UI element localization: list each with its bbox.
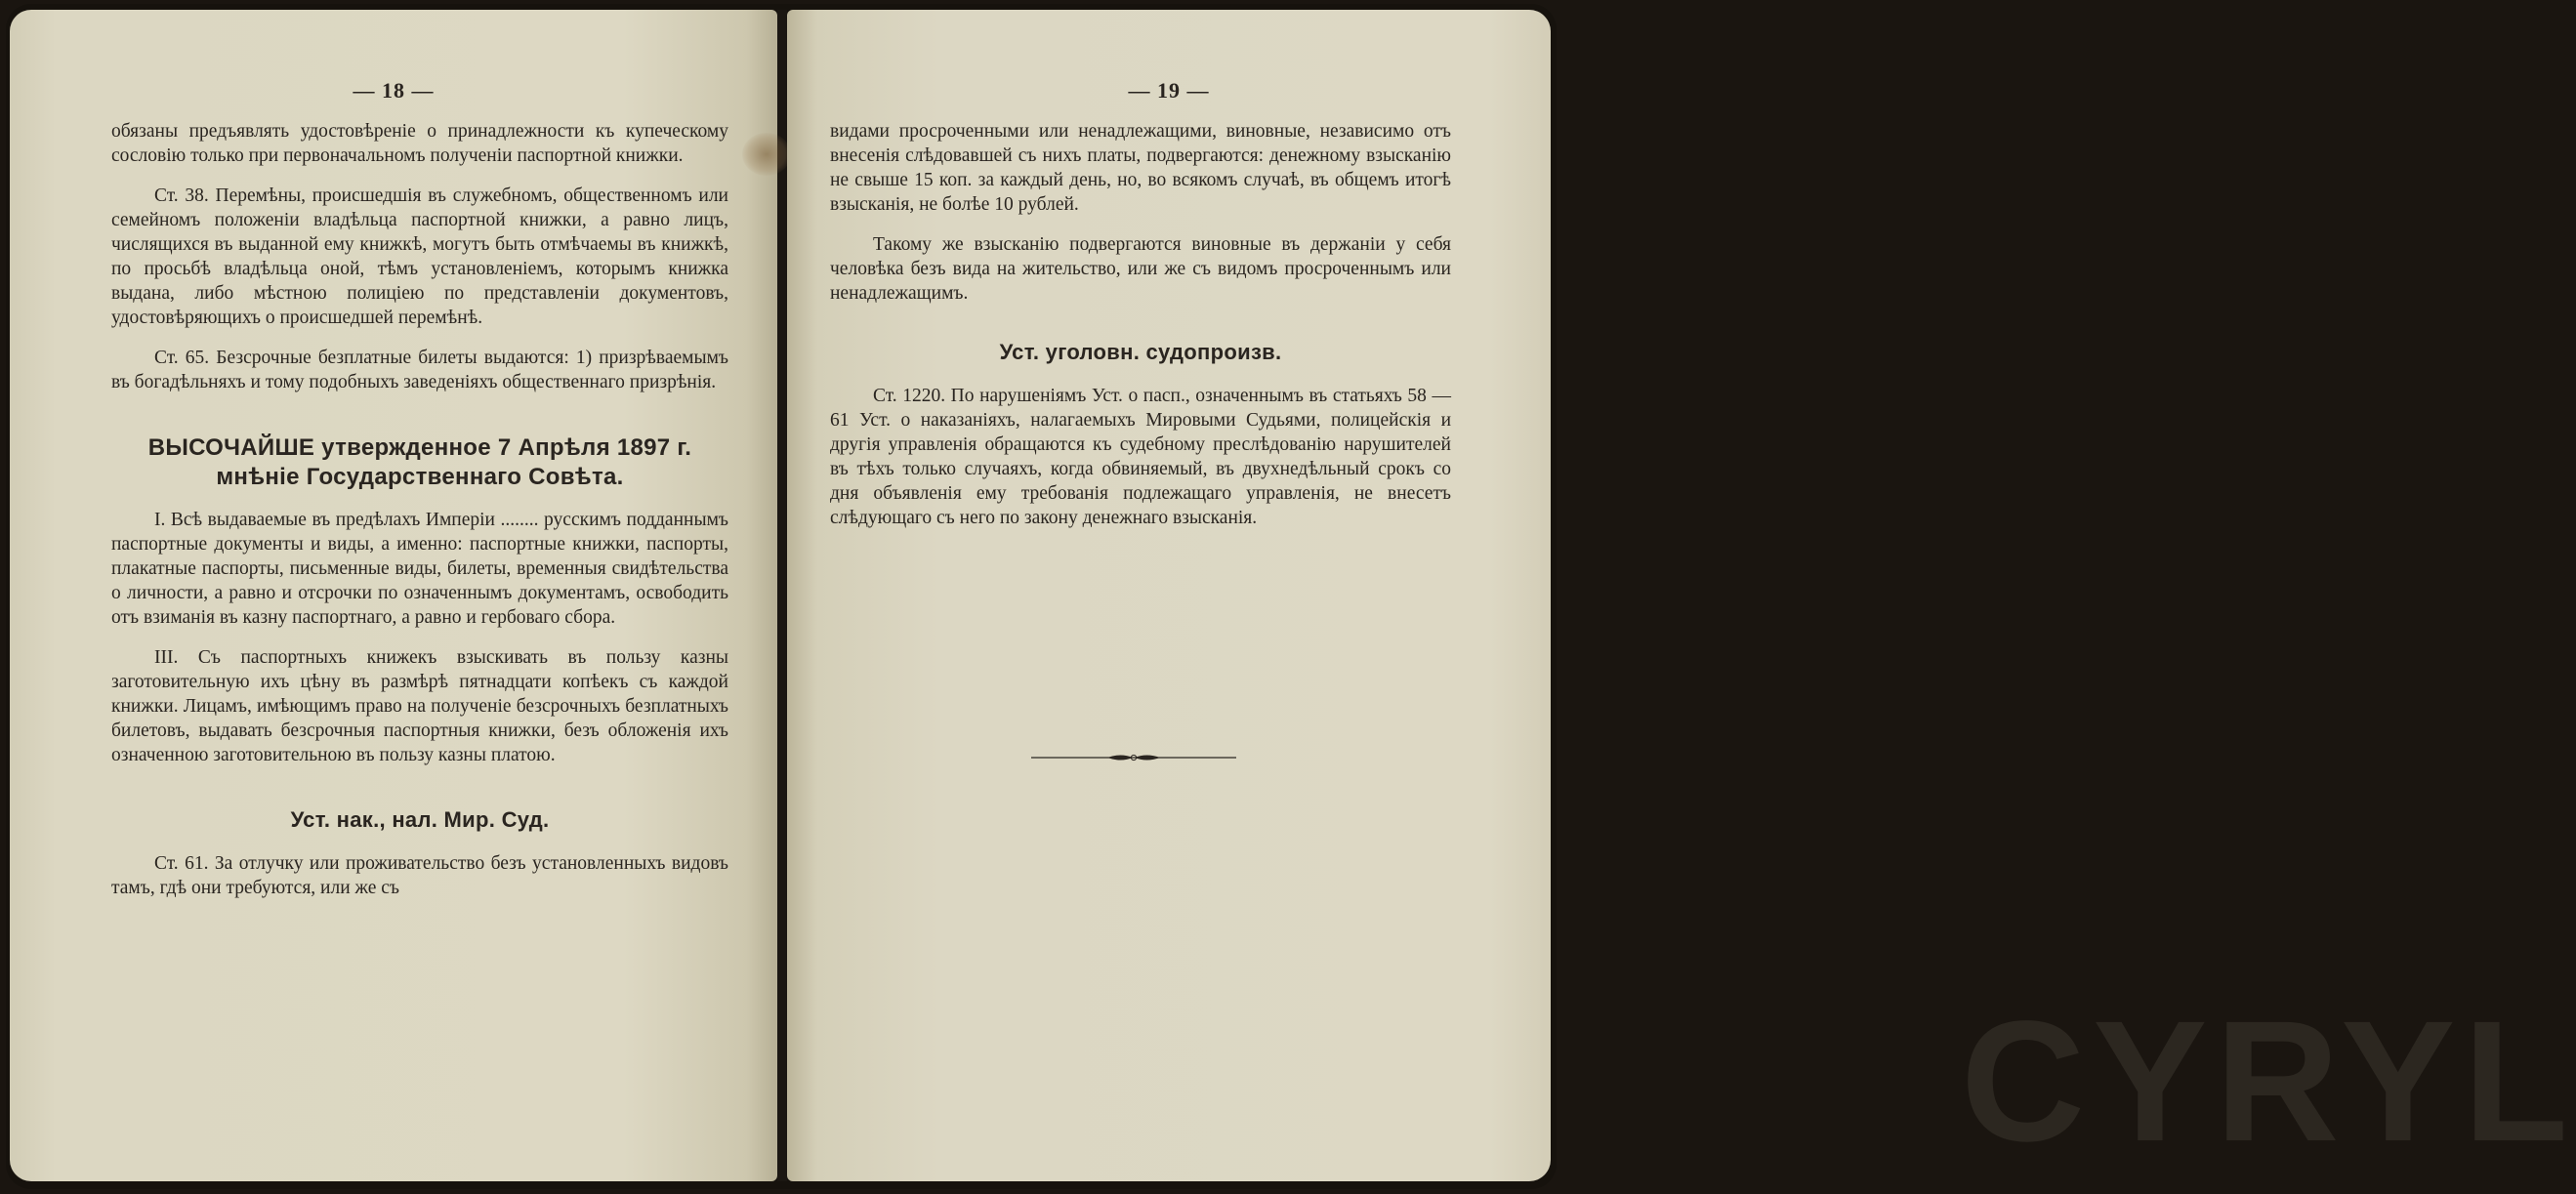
left-paragraph-article-61: Ст. 61. За отлучку или проживательство безъ установленныхъ видовъ тамъ, гдѣ они требуются, или же съ [111, 853, 728, 898]
right-paragraph-1: видами просроченными или ненадлежащими, виновные, независимо отъ внесенія слѣдовавшей съ нихъ платы, подвергаются: денежному взысканію не свыше 15 коп. за каждый день, но, во всякомъ случаѣ, въ общемъ итогѣ взысканія, не болѣе 10 рублей. [830, 121, 1451, 215]
ornament-divider [1031, 752, 1236, 763]
left-paragraph-article-38: Ст. 38. Перемѣны, происшедшія въ служебномъ, общественномъ или семейномъ положеніи владѣльца паспортной книжки, а равно лицъ, числящихся въ выданной ему книжкѣ, могутъ быть отмѣчаемы въ книжкѣ, по просьбѣ владѣльца оной, тѣмъ установленіемъ, которымъ книжка выдана, либо мѣстною полиціею по представленіи документовъ, удостовѣряющихъ о происшедшей перемѣнѣ. [111, 185, 728, 328]
section-heading-ust-ugolovn: Уст. уголовн. судопроизв. [999, 340, 1282, 364]
right-page-body [830, 119, 1451, 530]
left-page [10, 10, 777, 1181]
section-heading-1897-line-1: ВЫСОЧАЙШЕ утвержденное 7 Апрѣля 1897 г. [147, 434, 692, 461]
book-gutter [777, 10, 787, 1181]
cyryl-watermark-logo: CYRYL [1961, 986, 2576, 1177]
page-number-right: — 19 — [1128, 78, 1210, 103]
left-paragraph-section-III: III. Съ паспортныхъ книжекъ взыскивать въ пользу казны заготовительную ихъ цѣну въ размѣрѣ пятнадцати копѣекъ съ каждой книжки. Лицамъ, имѣющимъ право на полученіе безсрочныхъ безплатныхъ билетовъ, выдавать безсрочныя паспортныя книжки, безъ обложенія ихъ означенною заготовительною въ пользу казны платою. [111, 647, 728, 765]
paper-stain [742, 133, 791, 176]
left-paragraph-article-65: Ст. 65. Безсрочные безплатные билеты выдаются: 1) призрѣваемымъ въ богадѣльняхъ и тому подобныхъ заведеніяхъ общественнаго призрѣнія. [111, 348, 728, 392]
right-page [787, 10, 2576, 1181]
right-paragraph-article-1220: Ст. 1220. По нарушеніямъ Уст. о пасп., означеннымъ въ статьяхъ 58 — 61 Уст. о наказаніяхъ, налагаемыхъ Мировыми Судьями, полицейскія и другія управленія обращаются къ судебному преслѣдованію нарушителей въ тѣхъ только случаяхъ, когда обвиняемый, въ двухнедѣльный срокъ со дня объявленія ему требованія подлежащаго управленія, не внесетъ слѣдующаго съ него по закону денежнаго взысканія. [830, 386, 1451, 528]
section-heading-ust-nak: Уст. нак., нал. Мир. Суд. [290, 807, 550, 832]
left-paragraph-1: обязаны предъявлять удостовѣреніе о принадлежности къ купеческому сословію только при первоначальномъ полученіи паспортной книжки. [111, 121, 728, 166]
left-page-body [111, 119, 728, 900]
left-paragraph-section-I: I. Всѣ выдаваемые въ предѣлахъ Имперіи ........ русскимъ подданнымъ паспортные документы и виды, а именно: паспортные книжки, паспорты, плакатные паспорты, письменные виды, билеты, временныя свидѣтельства о личности, а равно и отсрочки по означеннымъ документамъ, освободить отъ взиманія въ казну паспортнаго, а равно и гербоваго сбора. [111, 510, 728, 628]
right-paragraph-2: Такому же взысканію подвергаются виновные въ держаніи у себя человѣка безъ вида на жительство, или же съ видомъ просроченнымъ или ненадлежащимъ. [830, 234, 1451, 304]
page-number-left: — 18 — [353, 78, 435, 103]
section-heading-1897-line-2: мнѣніе Государственнаго Совѣта. [216, 464, 624, 490]
